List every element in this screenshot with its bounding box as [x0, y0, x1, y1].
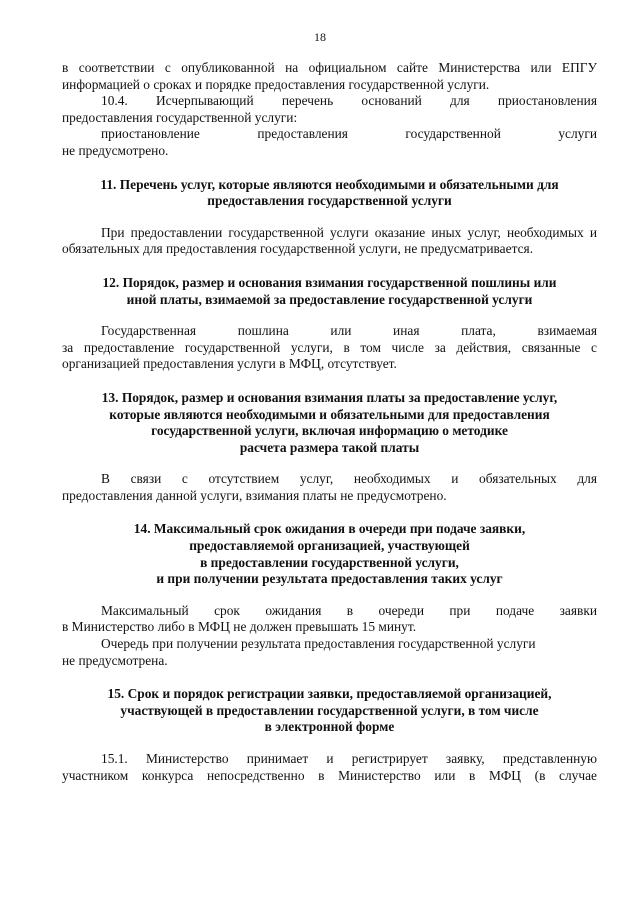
intro-line-1: в соответствии с опубликованной на официальном сайте Министерства или ЕПГУ	[62, 60, 597, 75]
section-13-line-2: предоставления данной услуги, взимания платы не предусмотрено.	[62, 487, 447, 503]
section-14-line-1: Максимальный срок ожидания в очереди при подаче заявки	[101, 602, 597, 618]
section-11-text: При предоставлении государственной услуги оказание иных услуг, необходимых и обязательных для предоставления государственной услуги, не предусматривается.	[62, 224, 597, 257]
section-13-heading-line-3: государственной услуги, включая информацию о методике	[151, 423, 508, 439]
s10-4-line-3: приостановление предоставления государственной услуги	[101, 126, 597, 142]
document-body	[62, 60, 597, 784]
s10-4-line-1: 10.4. Исчерпывающий перечень оснований для приостановления	[101, 93, 597, 109]
section-13-heading-line-4: расчета размера такой платы	[239, 439, 420, 455]
section-11-heading-line-1: 11. Перечень услуг, которые являются необходимыми и обязательными для	[100, 176, 559, 192]
page-number: 18	[314, 30, 326, 44]
section-13-heading-line-1: 13. Порядок, размер и основания взимания платы за предоставление услуг,	[101, 389, 558, 405]
section-15-line-2: участником конкурса непосредственно в Министерство или в МФЦ (в случае	[62, 767, 597, 783]
section-15-line-1: 15.1. Министерство принимает и регистрирует заявку, представленную	[101, 751, 597, 766]
section-13-heading-line-2: которые являются необходимыми и обязательными для предоставления	[109, 406, 550, 422]
section-13-line-1: В связи с отсутствием услуг, необходимых и обязательных для	[101, 471, 597, 487]
section-15-heading-line-3: в электронной форме	[264, 719, 395, 735]
section-12-heading-line-1: 12. Порядок, размер и основания взимания государственной пошлины или	[102, 274, 557, 290]
section-14-heading-line-2: предоставляемой организацией, участвующей	[189, 538, 470, 554]
section-15-heading-line-1: 15. Срок и порядок регистрации заявки, предоставляемой организацией,	[107, 686, 552, 702]
section-14-line-3: Очередь при получении результата предоставления государственной услуги	[101, 636, 536, 652]
section-12-line-3: организацией предоставления услуги в МФЦ, отсутствует.	[62, 356, 397, 372]
section-12-line-2: за предоставление государственной услуги, в том числе за действия, связанные с	[62, 339, 597, 355]
section-14-line-4: не предусмотрена.	[62, 652, 168, 668]
intro-line-2: информацией о сроках и порядке предоставления государственной услуги.	[62, 76, 490, 92]
s10-4-line-4: не предусмотрено.	[62, 142, 169, 158]
section-12-heading-line-2: иной платы, взимаемой за предоставление государственной услуги	[126, 291, 533, 307]
section-12-line-1: Государственная пошлина или иная плата, взимаемая	[101, 323, 597, 339]
section-14-heading-line-3: в предоставлении государственной услуги,	[200, 554, 459, 570]
s10-4-line-2: предоставления государственной услуги:	[62, 109, 298, 125]
section-14-heading-line-1: 14. Максимальный срок ожидания в очереди при подаче заявки,	[133, 521, 526, 537]
section-11-heading-line-2: предоставления государственной услуги	[207, 193, 452, 209]
section-14-heading-line-4: и при получении результата предоставления таких услуг	[156, 571, 503, 587]
section-14-line-2: в Министерство либо в МФЦ не должен превышать 15 минут.	[62, 619, 417, 635]
section-15-heading-line-2: участвующей в предоставлении государственной услуги, в том числе	[120, 702, 539, 718]
